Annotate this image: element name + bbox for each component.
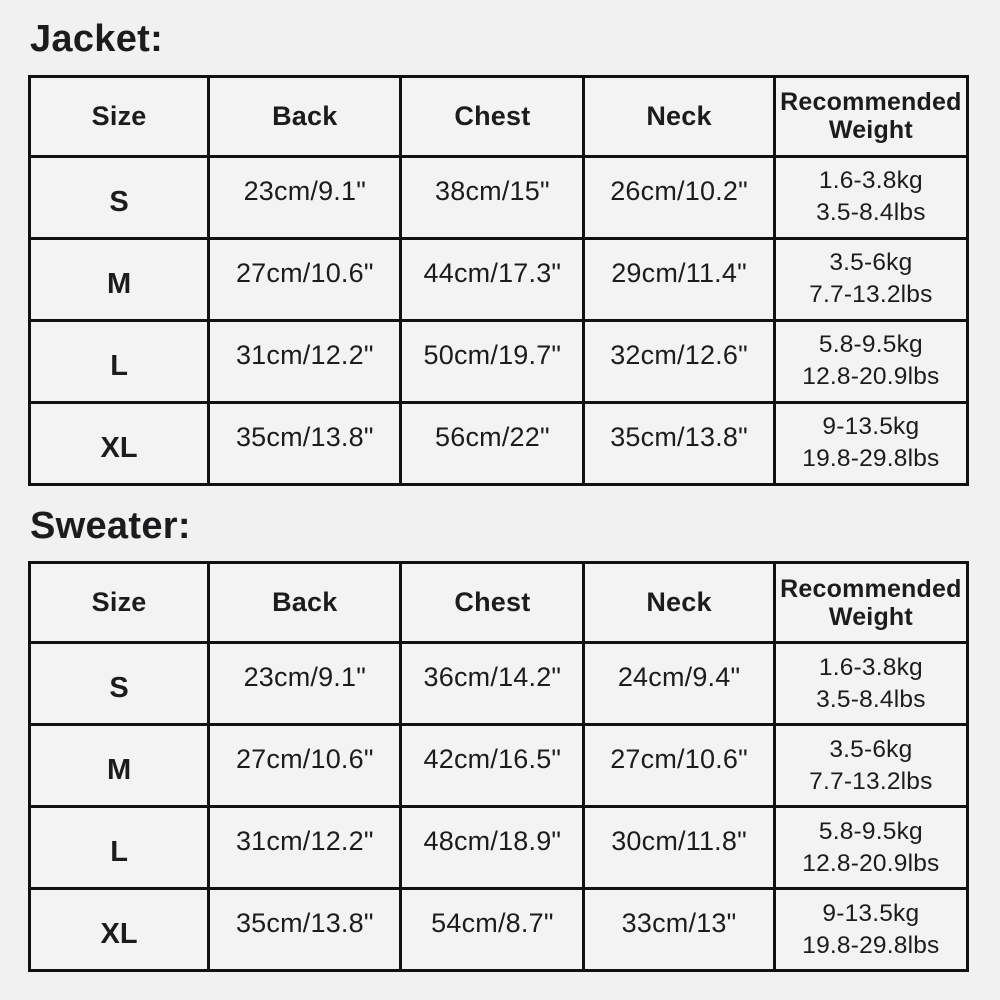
sweater-header-neck: Neck — [584, 563, 774, 643]
chest-value: 54cm/8.7" — [401, 889, 584, 971]
neck-value: 24cm/9.4" — [584, 643, 774, 725]
weight-value — [774, 238, 967, 320]
size-label: L — [30, 807, 209, 889]
chest-value: 44cm/17.3" — [401, 238, 584, 320]
back-value: 35cm/13.8" — [209, 402, 401, 484]
neck-value: 33cm/13" — [584, 889, 774, 971]
jacket-size-table — [28, 75, 969, 486]
sweater-header-back: Back — [209, 563, 401, 643]
weight-lbs: 3.5-8.4lbs — [816, 685, 926, 713]
sweater-row-xl — [30, 889, 968, 971]
jacket-header-neck: Neck — [584, 76, 774, 156]
chest-value: 50cm/19.7" — [401, 320, 584, 402]
weight-value — [774, 889, 967, 971]
weight-lbs: 19.8-29.8lbs — [802, 931, 940, 959]
sweater-row-m — [30, 725, 968, 807]
neck-value: 30cm/11.8" — [584, 807, 774, 889]
sweater-header-size: Size — [30, 563, 209, 643]
neck-value: 29cm/11.4" — [584, 238, 774, 320]
weight-kg: 9-13.5kg — [822, 413, 920, 441]
sweater-size-table — [28, 561, 969, 972]
size-label: S — [30, 156, 209, 238]
weight-value — [774, 807, 967, 889]
sweater-header-chest: Chest — [401, 563, 584, 643]
jacket-header-weight: Recommended Weight — [774, 76, 967, 156]
weight-kg: 1.6-3.8kg — [818, 167, 923, 195]
weight-kg: 5.8-9.5kg — [818, 818, 923, 846]
weight-kg: 9-13.5kg — [822, 900, 920, 928]
back-value: 27cm/10.6" — [209, 238, 401, 320]
chest-value: 56cm/22" — [401, 402, 584, 484]
sweater-header-weight: Recommended Weight — [774, 563, 967, 643]
chest-value: 48cm/18.9" — [401, 807, 584, 889]
weight-kg: 3.5-6kg — [829, 249, 913, 277]
jacket-section — [28, 18, 972, 486]
size-label: M — [30, 725, 209, 807]
sweater-row-s — [30, 643, 968, 725]
sweater-header-row — [30, 563, 968, 643]
jacket-row-s — [30, 156, 968, 238]
back-value: 31cm/12.2" — [209, 320, 401, 402]
jacket-header-size: Size — [30, 76, 209, 156]
back-value: 27cm/10.6" — [209, 725, 401, 807]
weight-lbs: 3.5-8.4lbs — [816, 199, 926, 227]
weight-lbs: 12.8-20.9lbs — [802, 849, 940, 877]
back-value: 23cm/9.1" — [209, 156, 401, 238]
jacket-row-xl — [30, 402, 968, 484]
weight-kg: 3.5-6kg — [829, 736, 913, 764]
weight-value — [774, 643, 967, 725]
back-value: 31cm/12.2" — [209, 807, 401, 889]
weight-value — [774, 156, 967, 238]
weight-lbs: 12.8-20.9lbs — [802, 363, 940, 391]
jacket-header-row — [30, 76, 968, 156]
neck-value: 35cm/13.8" — [584, 402, 774, 484]
chest-value: 36cm/14.2" — [401, 643, 584, 725]
chest-value: 42cm/16.5" — [401, 725, 584, 807]
weight-value — [774, 320, 967, 402]
neck-value: 26cm/10.2" — [584, 156, 774, 238]
size-label: XL — [30, 889, 209, 971]
back-value: 35cm/13.8" — [209, 889, 401, 971]
weight-value — [774, 725, 967, 807]
size-label: L — [30, 320, 209, 402]
chest-value: 38cm/15" — [401, 156, 584, 238]
weight-lbs: 7.7-13.2lbs — [809, 281, 933, 309]
size-label: M — [30, 238, 209, 320]
neck-value: 27cm/10.6" — [584, 725, 774, 807]
weight-kg: 5.8-9.5kg — [818, 331, 923, 359]
back-value: 23cm/9.1" — [209, 643, 401, 725]
jacket-row-m — [30, 238, 968, 320]
jacket-header-chest: Chest — [401, 76, 584, 156]
jacket-header-back: Back — [209, 76, 401, 156]
sweater-section — [28, 505, 972, 973]
jacket-row-l — [30, 320, 968, 402]
weight-kg: 1.6-3.8kg — [818, 654, 923, 682]
sweater-section-title: Sweater: — [30, 504, 191, 547]
weight-value — [774, 402, 967, 484]
sweater-row-l — [30, 807, 968, 889]
weight-lbs: 7.7-13.2lbs — [809, 767, 933, 795]
neck-value: 32cm/12.6" — [584, 320, 774, 402]
size-label: XL — [30, 402, 209, 484]
size-label: S — [30, 643, 209, 725]
weight-lbs: 19.8-29.8lbs — [802, 445, 940, 473]
jacket-section-title: Jacket: — [30, 18, 164, 60]
